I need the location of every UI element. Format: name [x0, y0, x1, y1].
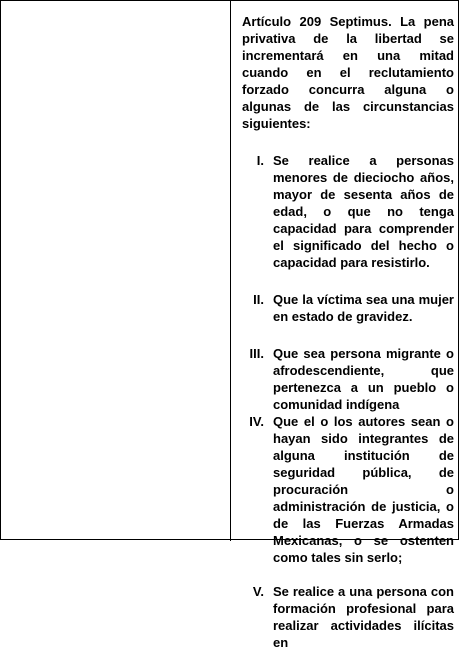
fraction-item-i — [242, 152, 454, 271]
fraction-numeral: I. — [256, 153, 264, 168]
column-divider — [230, 1, 231, 541]
fraction-item-v — [242, 583, 454, 651]
fraction-text: Que la víctima sea una mujer en estado de gravidez. — [273, 292, 454, 324]
fraction-item-iv — [242, 413, 454, 566]
fraction-numeral: IV. — [249, 414, 264, 429]
fraction-text: Que sea persona migrante o afrodescendiente, que pertenezca a un pueblo o comunidad indígena — [273, 346, 454, 412]
fraction-text: Que el o los autores sean o hayan sido integrantes de alguna institución de seguridad pública, de procuración o administración de justicia, o de las Fuerzas Armadas Mexicanas, o se ostenten como tales sin serlo; — [273, 414, 454, 565]
right-column-cell — [242, 13, 454, 651]
fraction-numeral: III. — [249, 346, 264, 361]
fraction-item-iii — [242, 345, 454, 413]
fraction-numeral: V. — [252, 584, 264, 599]
fraction-item-ii — [242, 291, 454, 325]
fraction-text: Se realice a personas menores de dieciocho años, mayor de sesenta años de edad, o que no tenga capacidad para comprender el significado del hecho o capacidad para resistirlo. — [273, 153, 454, 270]
left-column-cell — [1, 1, 230, 541]
fraction-text: Se realice a una persona con formación profesional para realizar actividades ilícitas en — [273, 584, 454, 650]
fraction-numeral: II. — [253, 292, 264, 307]
article-text: Artículo 209 Septimus. La pena privativa de la libertad se incrementará en una mitad cuando en el reclutamiento forzado concurra alguna o algunas de las circunstancias siguientes: — [242, 14, 454, 131]
